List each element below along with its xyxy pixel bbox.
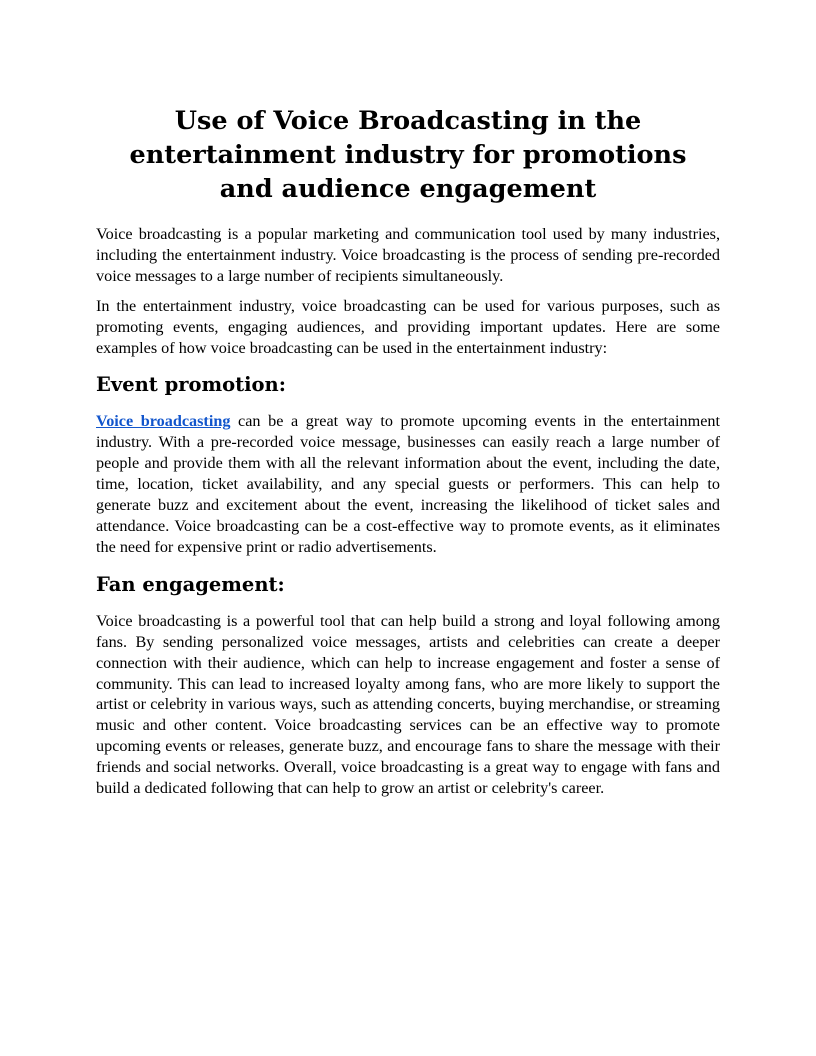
intro-paragraph-2: In the entertainment industry, voice broadcasting can be used for various purposes, such as promoting events, engaging audiences, and providing important updates. Here are some examples of how voice broadcasting can be used in the entertainment industry: xyxy=(96,296,720,357)
event-promotion-text: can be a great way to promote upcoming events in the entertainment industry. With a pre-recorded voice message, businesses can easily reach a large number of people and provide them with all the relevant information about the event, including the date, time, location, ticket availability, and any special guests or performers. This can help to generate buzz and excitement about the event, increasing the likelihood of ticket sales and attendance. Voice broadcasting can be a cost-effective way to promote events, as it eliminates the need for expensive print or radio advertisements. xyxy=(96,412,720,556)
intro-paragraph-1: Voice broadcasting is a popular marketing and communication tool used by many industries, including the entertainment industry. Voice broadcasting is the process of sending pre-recorded voice messages to a large number of recipients simultaneously. xyxy=(96,225,720,285)
document-page xyxy=(96,104,720,808)
event-promotion-heading: Event promotion: xyxy=(96,373,286,397)
fan-engagement-paragraph: Voice broadcasting is a powerful tool that can help build a strong and loyal following among fans. By sending personalized voice messages, artists and celebrities can create a deeper connection with their audience, which can help to increase engagement and foster a sense of community. This can lead to increased loyalty among fans, who are more likely to support the artist or celebrity in various ways, such as attending concerts, buying merchandise, or streaming music and other content. Voice broadcasting services can be an effective way to promote upcoming events or releases, generate buzz, and encourage fans to share the message with their friends and social networks. Overall, voice broadcasting is a great way to engage with fans and build a dedicated following that can help to grow an artist or celebrity's career. xyxy=(96,611,720,798)
fan-engagement-heading: Fan engagement: xyxy=(96,572,285,596)
document-title: Use of Voice Broadcasting in the entertainment industry for promotions and audience engagement xyxy=(129,106,687,204)
voice-broadcasting-link[interactable]: Voice broadcasting xyxy=(96,412,231,431)
event-promotion-paragraph xyxy=(96,411,720,557)
